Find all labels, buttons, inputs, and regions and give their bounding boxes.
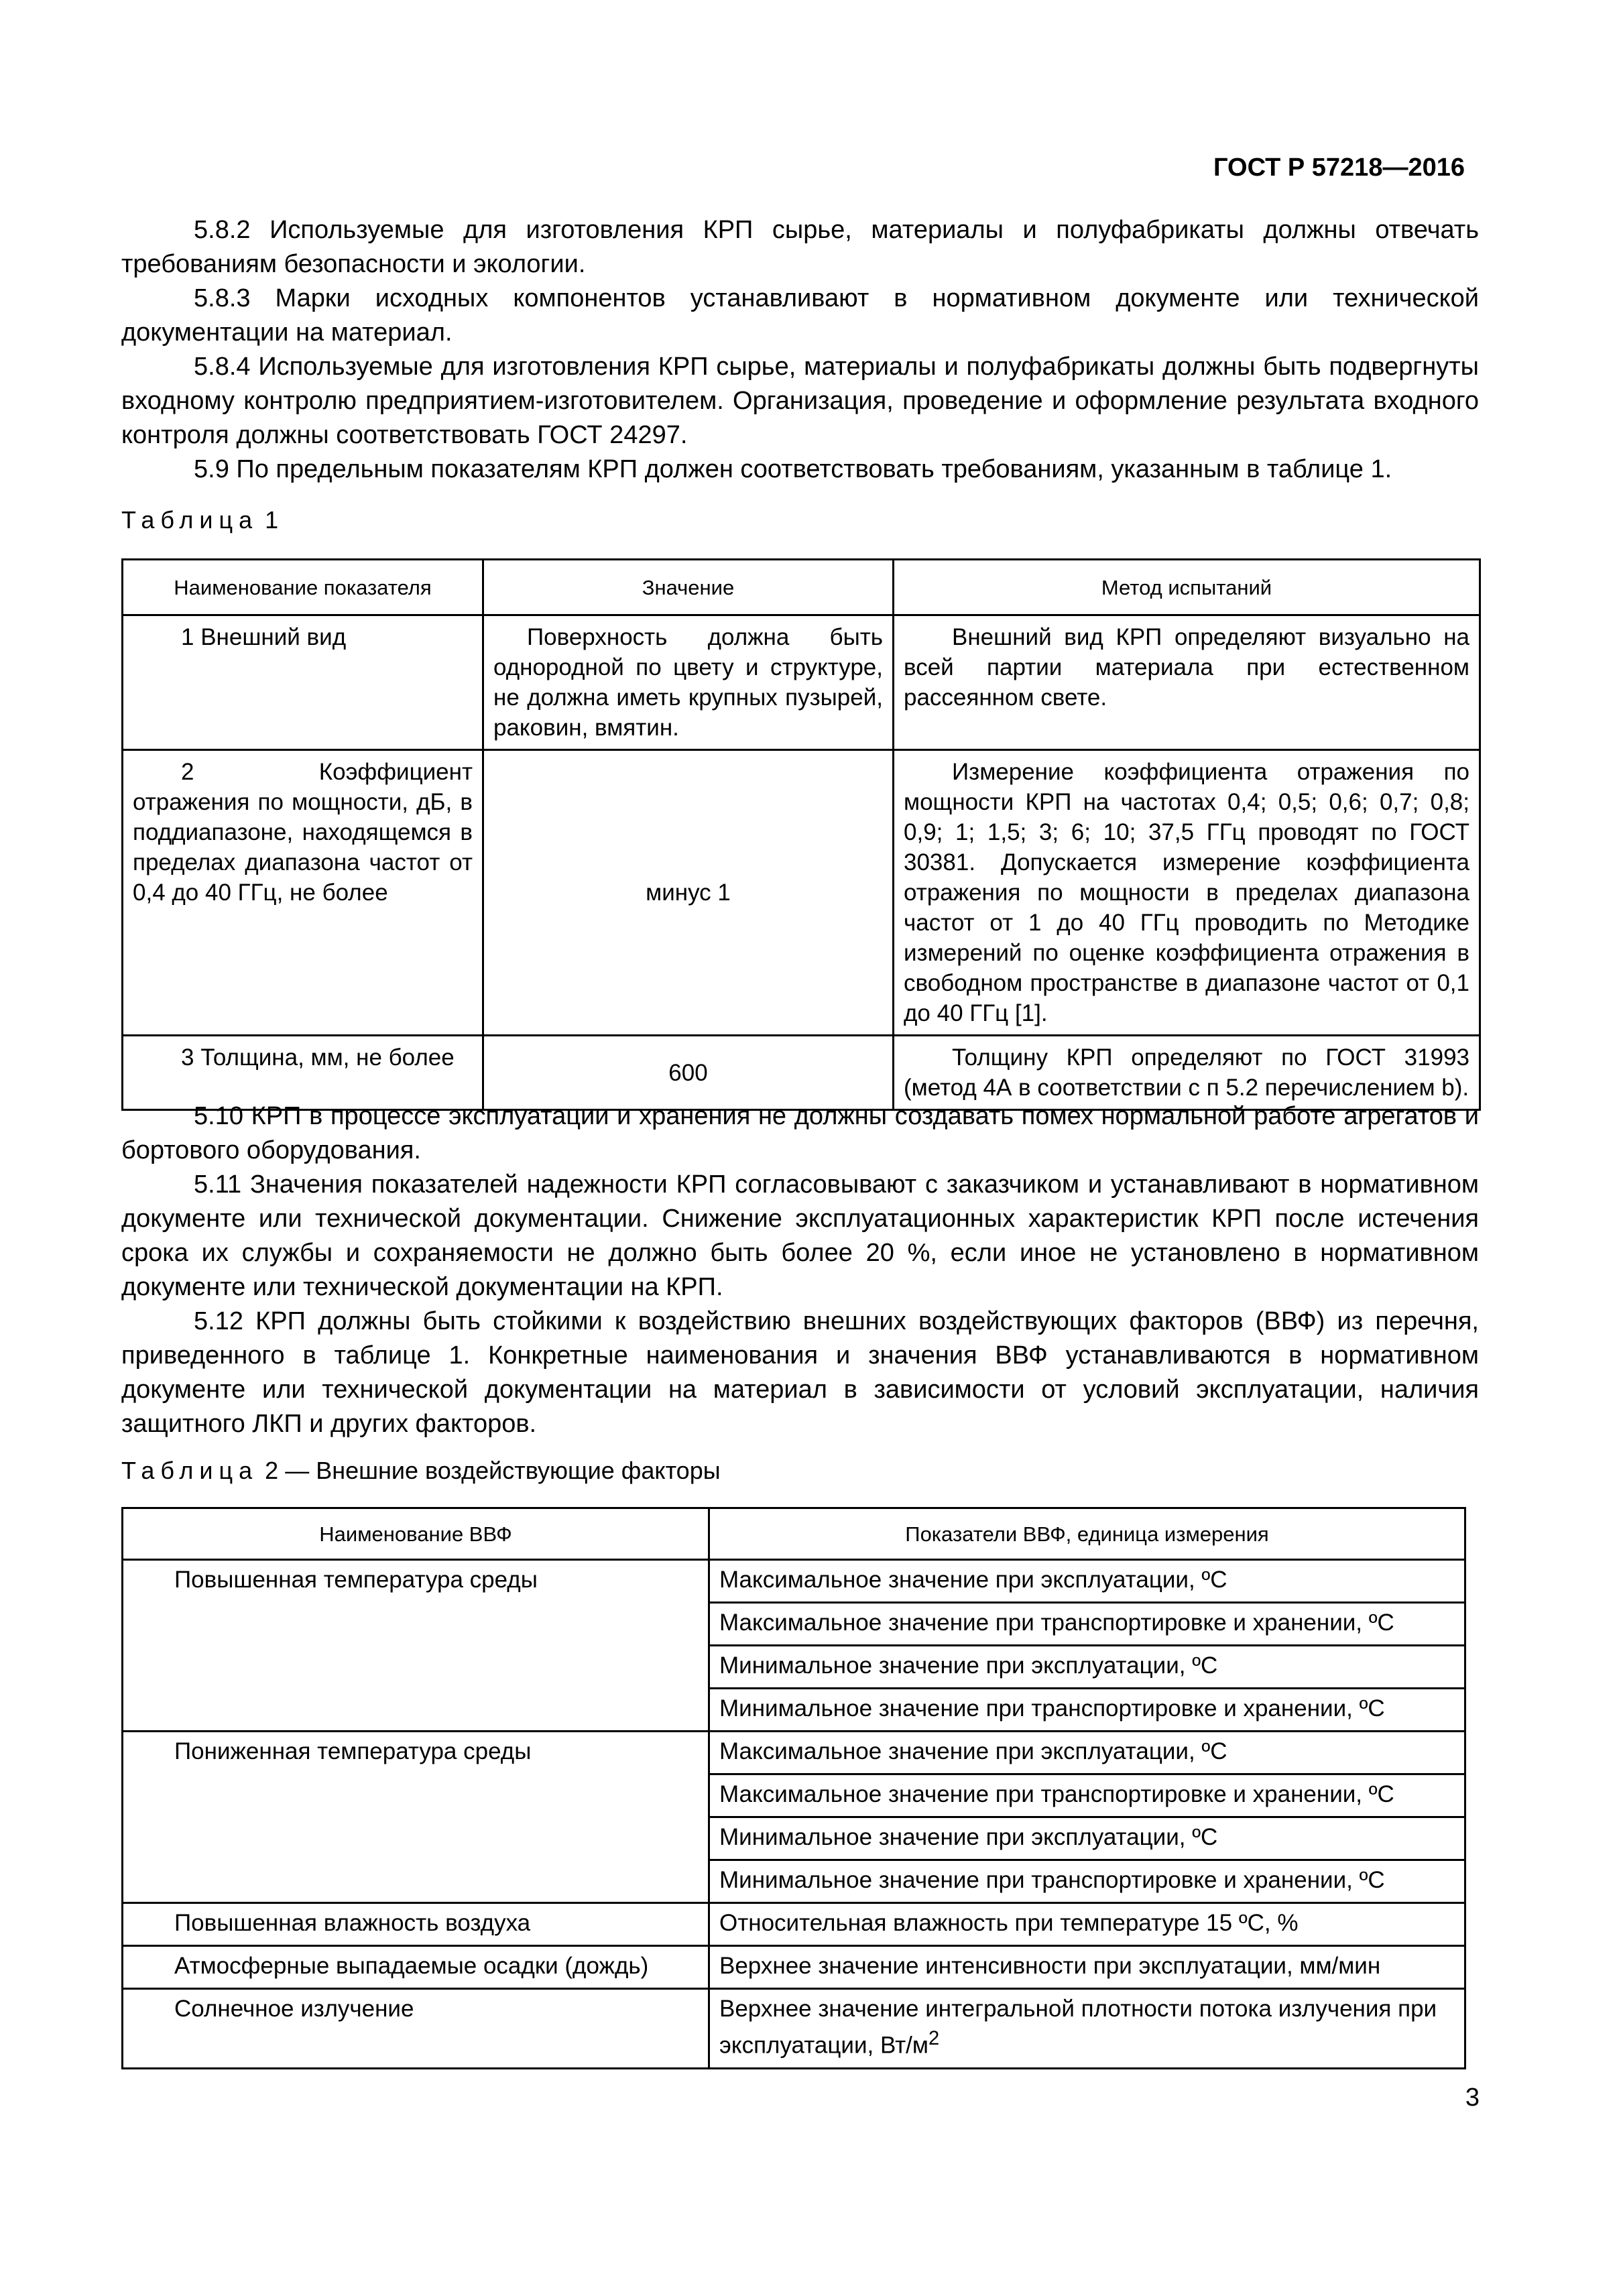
table2-indicator: Минимальное значение при эксплуатации, ºС xyxy=(709,1646,1465,1689)
table1-cell-name: 2 Коэффициент отражения по мощности, дБ, в поддиапазоне, находящемся в пределах диапазона частот от 0,4 до 40 ГГц, не более xyxy=(123,750,483,1036)
table2-header-row xyxy=(123,1508,1465,1560)
table2-caption-title: — Внешние воздействующие факторы xyxy=(285,1457,721,1484)
table2-factor-name: Повышенная влажность воздуха xyxy=(123,1903,709,1946)
table-row xyxy=(123,1560,1465,1603)
superscript-exponent: 2 xyxy=(928,2028,940,2049)
table-row xyxy=(123,750,1480,1036)
table-row xyxy=(123,1946,1465,1989)
paragraph-5-10: 5.10 КРП в процессе эксплуатации и хранения не должны создавать помех нормальной работе агрегатов и бортового оборудования. xyxy=(121,1102,1479,1164)
table-row xyxy=(123,1903,1465,1946)
table1-cell-value: минус 1 xyxy=(483,750,894,1036)
table2-indicator: Верхнее значение интегральной плотности потока излучения при эксплуатации, Вт/м xyxy=(719,1996,1437,2059)
table1-caption xyxy=(121,504,278,536)
table1-cell-value: 600 xyxy=(483,1036,894,1110)
table2-caption-number: 2 xyxy=(265,1457,279,1484)
paragraph-5-11: 5.11 Значения показателей надежности КРП согласовывают с заказчиком и устанавливают в нормативном документе или технической документации. Снижение эксплуатационных характеристик КРП после истечения срока их службы и сохраняемости не должно быть более 20 %, если иное не установлено в нормативном документе или технической документации на КРП. xyxy=(121,1170,1479,1301)
table-2 xyxy=(121,1507,1466,2069)
table1-caption-number: 1 xyxy=(265,506,279,534)
table2-indicator-cell xyxy=(709,1989,1465,2069)
table2-indicator: Максимальное значение при транспортировке и хранении, ºС xyxy=(709,1603,1465,1646)
table-row xyxy=(123,615,1480,750)
table-1 xyxy=(121,558,1481,1111)
table1-cell-method: Толщину КРП определяют по ГОСТ 31993 (метод 4А в соответствии с п 5.2 перечислением b). xyxy=(894,1036,1480,1110)
table2-indicator: Минимальное значение при транспортировке и хранении, ºС xyxy=(709,1860,1465,1903)
paragraph-5-8-4: 5.8.4 Используемые для изготовления КРП сырье, материалы и полуфабрикаты должны быть подвергнуты входному контролю предприятием-изготовителем. Организация, проведение и оформление результата входного контроля должны соответствовать ГОСТ 24297. xyxy=(121,353,1479,449)
table2-caption xyxy=(121,1455,721,1487)
top-paragraphs xyxy=(121,213,1479,487)
table-row xyxy=(123,1989,1465,2069)
table2-factor-name: Атмосферные выпадаемые осадки (дождь) xyxy=(123,1946,709,1989)
table-row xyxy=(123,1732,1465,1774)
table1-cell-name: 1 Внешний вид xyxy=(123,615,483,750)
table2-caption-word: Таблица xyxy=(121,1457,259,1484)
table2-factor-name: Повышенная температура среды xyxy=(123,1560,709,1732)
paragraph-5-9: 5.9 По предельным показателям КРП должен соответствовать требованиям, указанным в таблице 1. xyxy=(194,455,1392,483)
table2-indicator: Минимальное значение при транспортировке и хранении, ºС xyxy=(709,1689,1465,1732)
table2-header-name: Наименование ВВФ xyxy=(123,1508,709,1560)
table2-factor-name: Пониженная температура среды xyxy=(123,1732,709,1903)
table2-indicator: Относительная влажность при температуре 15 ºС, % xyxy=(709,1903,1465,1946)
document-code: ГОСТ Р 57218—2016 xyxy=(1213,154,1465,182)
middle-paragraphs xyxy=(121,1099,1479,1441)
table1-caption-word: Таблица xyxy=(121,506,259,534)
table1-cell-method: Измерение коэффициента отражения по мощности КРП на частотах 0,4; 0,5; 0,6; 0,7; 0,8; 0,9; 1; 1,5; 3; 6; 10; 37,5 ГГц проводят по ГОСТ 30381. Допускается измерение коэффициента отражения по мощности в пределах диапазона частот от 1 до 40 ГГц проводить по Методике измерений по оценке коэффициента отражения в свободном пространстве в диапазоне частот от 0,1 до 40 ГГц [1]. xyxy=(894,750,1480,1036)
page-number: 3 xyxy=(1465,2083,1480,2112)
table2-indicator: Верхнее значение интенсивности при эксплуатации, мм/мин xyxy=(709,1946,1465,1989)
table1-cell-value: Поверхность должна быть однородной по цвету и структуре, не должна иметь крупных пузырей, раковин, вмятин. xyxy=(483,615,894,750)
table2-indicator: Максимальное значение при эксплуатации, ºС xyxy=(709,1560,1465,1603)
table1-cell-method: Внешний вид КРП определяют визуально на всей партии материала при естественном рассеянном свете. xyxy=(894,615,1480,750)
table2-indicator: Максимальное значение при транспортировке и хранении, ºС xyxy=(709,1774,1465,1817)
paragraph-5-8-3: 5.8.3 Марки исходных компонентов устанавливают в нормативном документе или технической документации на материал. xyxy=(121,284,1479,347)
table1-header-value: Значение xyxy=(483,560,894,615)
table2-factor-name: Солнечное излучение xyxy=(123,1989,709,2069)
table1-header-name: Наименование показателя xyxy=(123,560,483,615)
table2-indicator: Минимальное значение при эксплуатации, ºС xyxy=(709,1817,1465,1860)
table-row xyxy=(123,1036,1480,1110)
table1-cell-name: 3 Толщина, мм, не более xyxy=(123,1036,483,1110)
paragraph-5-12: 5.12 КРП должны быть стойкими к воздействию внешних воздействующих факторов (ВВФ) из перечня, приведенного в таблице 1. Конкретные наименования и значения ВВФ устанавливаются в нормативном документе или технической документации на материал в зависимости от условий эксплуатации, наличия защитного ЛКП и других факторов. xyxy=(121,1307,1479,1438)
table2-indicator: Максимальное значение при эксплуатации, ºС xyxy=(709,1732,1465,1774)
paragraph-5-8-2: 5.8.2 Используемые для изготовления КРП сырье, материалы и полуфабрикаты должны отвечать требованиям безопасности и экологии. xyxy=(121,216,1479,278)
table1-header-row xyxy=(123,560,1480,615)
table2-header-indicators: Показатели ВВФ, единица измерения xyxy=(709,1508,1465,1560)
table1-header-method: Метод испытаний xyxy=(894,560,1480,615)
